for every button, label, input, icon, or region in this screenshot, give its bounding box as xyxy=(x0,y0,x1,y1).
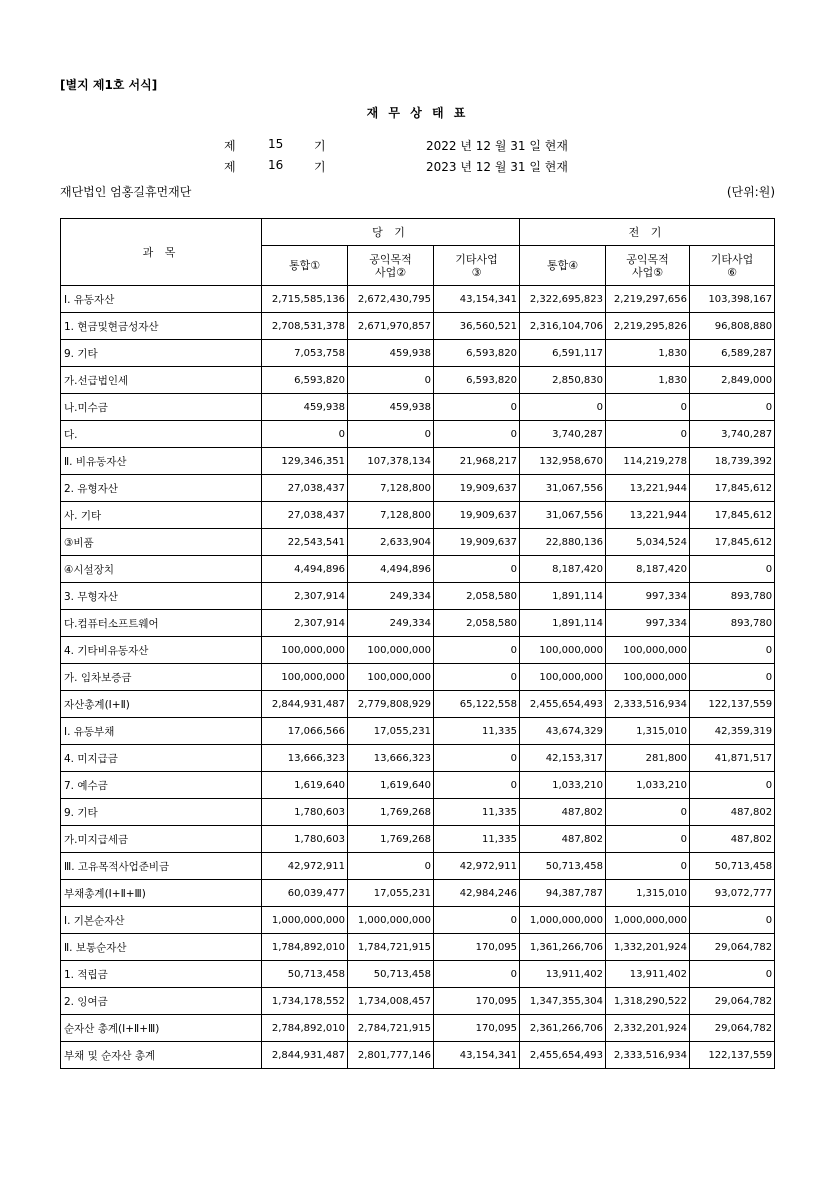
period-date: 2023 년 12 월 31 일 현재 xyxy=(426,160,568,174)
amount-cell: 21,968,217 xyxy=(434,448,520,475)
amount-cell: 0 xyxy=(348,853,434,880)
amount-cell: 487,802 xyxy=(690,826,775,853)
amount-cell: 36,560,521 xyxy=(434,313,520,340)
amount-cell: 2,455,654,493 xyxy=(520,1042,606,1069)
table-row xyxy=(61,421,775,448)
amount-cell: 0 xyxy=(348,367,434,394)
amount-cell: 122,137,559 xyxy=(690,691,775,718)
account-label: 3. 무형자산 xyxy=(61,583,262,610)
amount-cell: 6,593,820 xyxy=(434,340,520,367)
amount-cell: 1,315,010 xyxy=(606,880,690,907)
amount-cell: 100,000,000 xyxy=(348,664,434,691)
period-date: 2022 년 12 월 31 일 현재 xyxy=(426,139,568,153)
amount-cell: 0 xyxy=(606,394,690,421)
amount-cell: 0 xyxy=(434,637,520,664)
amount-cell: 2,844,931,487 xyxy=(262,1042,348,1069)
amount-cell: 459,938 xyxy=(348,394,434,421)
table-row xyxy=(61,826,775,853)
amount-cell: 1,619,640 xyxy=(262,772,348,799)
amount-cell: 1,769,268 xyxy=(348,799,434,826)
amount-cell: 6,589,287 xyxy=(690,340,775,367)
amount-cell: 13,911,402 xyxy=(606,961,690,988)
amount-cell: 487,802 xyxy=(690,799,775,826)
amount-cell: 27,038,437 xyxy=(262,475,348,502)
amount-cell: 8,187,420 xyxy=(520,556,606,583)
amount-cell: 22,880,136 xyxy=(520,529,606,556)
amount-cell: 1,891,114 xyxy=(520,583,606,610)
balance-sheet-table xyxy=(60,218,775,1069)
amount-cell: 2,455,654,493 xyxy=(520,691,606,718)
amount-cell: 17,845,612 xyxy=(690,529,775,556)
amount-cell: 0 xyxy=(434,745,520,772)
amount-cell: 2,333,516,934 xyxy=(606,691,690,718)
amount-cell: 1,315,010 xyxy=(606,718,690,745)
amount-cell: 2,672,430,795 xyxy=(348,286,434,313)
account-label: Ⅰ. 유동부채 xyxy=(61,718,262,745)
amount-cell: 170,095 xyxy=(434,934,520,961)
amount-cell: 6,593,820 xyxy=(434,367,520,394)
amount-cell: 0 xyxy=(690,664,775,691)
amount-cell: 50,713,458 xyxy=(520,853,606,880)
amount-cell: 65,122,558 xyxy=(434,691,520,718)
amount-cell: 893,780 xyxy=(690,583,775,610)
amount-cell: 1,780,603 xyxy=(262,826,348,853)
table-row xyxy=(61,286,775,313)
amount-cell: 2,219,295,826 xyxy=(606,313,690,340)
amount-cell: 42,972,911 xyxy=(434,853,520,880)
amount-cell: 6,591,117 xyxy=(520,340,606,367)
amount-cell: 100,000,000 xyxy=(520,637,606,664)
amount-cell: 1,784,892,010 xyxy=(262,934,348,961)
table-row xyxy=(61,799,775,826)
amount-cell: 170,095 xyxy=(434,1015,520,1042)
period-line-2 xyxy=(0,158,835,174)
table-row xyxy=(61,961,775,988)
amount-cell: 2,715,585,136 xyxy=(262,286,348,313)
account-label: 사. 기타 xyxy=(61,502,262,529)
sub-header-3: 기타사업 ③ xyxy=(434,246,520,286)
amount-cell: 0 xyxy=(434,664,520,691)
account-label: 가.미지급세금 xyxy=(61,826,262,853)
amount-cell: 42,984,246 xyxy=(434,880,520,907)
document-title: 재 무 상 태 표 xyxy=(366,106,469,120)
amount-cell: 107,378,134 xyxy=(348,448,434,475)
account-label: 가. 임차보증금 xyxy=(61,664,262,691)
amount-cell: 2,307,914 xyxy=(262,583,348,610)
period-gi: 기 xyxy=(314,139,326,153)
amount-cell: 459,938 xyxy=(348,340,434,367)
amount-cell: 43,674,329 xyxy=(520,718,606,745)
amount-cell: 1,318,290,522 xyxy=(606,988,690,1015)
amount-cell: 2,708,531,378 xyxy=(262,313,348,340)
account-label: Ⅰ. 기본순자산 xyxy=(61,907,262,934)
table-row xyxy=(61,394,775,421)
amount-cell: 114,219,278 xyxy=(606,448,690,475)
amount-cell: 1,891,114 xyxy=(520,610,606,637)
table-body xyxy=(61,286,775,1069)
table-row xyxy=(61,853,775,880)
account-label: ③비품 xyxy=(61,529,262,556)
amount-cell: 27,038,437 xyxy=(262,502,348,529)
amount-cell: 19,909,637 xyxy=(434,475,520,502)
table-row xyxy=(61,583,775,610)
table-row xyxy=(61,529,775,556)
table-row xyxy=(61,718,775,745)
period-je: 제 xyxy=(224,139,236,153)
amount-cell: 0 xyxy=(434,907,520,934)
amount-cell: 13,221,944 xyxy=(606,502,690,529)
table-row xyxy=(61,610,775,637)
amount-cell: 170,095 xyxy=(434,988,520,1015)
amount-cell: 487,802 xyxy=(520,799,606,826)
table-row xyxy=(61,475,775,502)
amount-cell: 2,844,931,487 xyxy=(262,691,348,718)
amount-cell: 1,332,201,924 xyxy=(606,934,690,961)
amount-cell: 100,000,000 xyxy=(348,637,434,664)
table-row xyxy=(61,691,775,718)
table-row xyxy=(61,988,775,1015)
amount-cell: 11,335 xyxy=(434,826,520,853)
amount-cell: 0 xyxy=(606,421,690,448)
amount-cell: 1,000,000,000 xyxy=(606,907,690,934)
sub-header-1: 통합① xyxy=(262,246,348,286)
amount-cell: 1,830 xyxy=(606,340,690,367)
amount-cell: 2,784,721,915 xyxy=(348,1015,434,1042)
amount-cell: 0 xyxy=(434,394,520,421)
period-je: 제 xyxy=(224,160,236,174)
account-label: Ⅲ. 고유목적사업준비금 xyxy=(61,853,262,880)
table-row xyxy=(61,1015,775,1042)
amount-cell: 459,938 xyxy=(262,394,348,421)
amount-cell: 11,335 xyxy=(434,718,520,745)
amount-cell: 43,154,341 xyxy=(434,1042,520,1069)
amount-cell: 17,845,612 xyxy=(690,475,775,502)
table-row xyxy=(61,880,775,907)
account-label: 자산총계(Ⅰ+Ⅱ) xyxy=(61,691,262,718)
amount-cell: 4,494,896 xyxy=(348,556,434,583)
amount-cell: 1,033,210 xyxy=(520,772,606,799)
amount-cell: 31,067,556 xyxy=(520,502,606,529)
amount-cell: 2,633,904 xyxy=(348,529,434,556)
amount-cell: 0 xyxy=(606,853,690,880)
amount-cell: 1,000,000,000 xyxy=(262,907,348,934)
form-label: [별지 제1호 서식] xyxy=(60,78,158,92)
period-gi: 기 xyxy=(314,160,326,174)
amount-cell: 13,666,323 xyxy=(262,745,348,772)
table-row xyxy=(61,1042,775,1069)
amount-cell: 122,137,559 xyxy=(690,1042,775,1069)
amount-cell: 0 xyxy=(690,772,775,799)
account-label: 9. 기타 xyxy=(61,340,262,367)
amount-cell: 42,972,911 xyxy=(262,853,348,880)
amount-cell: 42,359,319 xyxy=(690,718,775,745)
amount-cell: 0 xyxy=(434,421,520,448)
amount-cell: 41,871,517 xyxy=(690,745,775,772)
amount-cell: 249,334 xyxy=(348,583,434,610)
amount-cell: 0 xyxy=(348,421,434,448)
amount-cell: 29,064,782 xyxy=(690,1015,775,1042)
amount-cell: 17,055,231 xyxy=(348,880,434,907)
account-label: 나.미수금 xyxy=(61,394,262,421)
amount-cell: 7,128,800 xyxy=(348,475,434,502)
subject-header: 과 목 xyxy=(61,219,262,286)
account-label: 2. 유형자산 xyxy=(61,475,262,502)
amount-cell: 1,734,178,552 xyxy=(262,988,348,1015)
amount-cell: 0 xyxy=(520,394,606,421)
amount-cell: 4,494,896 xyxy=(262,556,348,583)
amount-cell: 2,849,000 xyxy=(690,367,775,394)
amount-cell: 0 xyxy=(606,799,690,826)
previous-period-header: 전 기 xyxy=(520,219,775,246)
amount-cell: 2,219,297,656 xyxy=(606,286,690,313)
organization-name: 재단법인 엄홍길휴먼재단 xyxy=(60,185,192,199)
amount-cell: 2,784,892,010 xyxy=(262,1015,348,1042)
amount-cell: 249,334 xyxy=(348,610,434,637)
amount-cell: 2,316,104,706 xyxy=(520,313,606,340)
amount-cell: 1,000,000,000 xyxy=(348,907,434,934)
current-period-header: 당 기 xyxy=(262,219,520,246)
amount-cell: 2,058,580 xyxy=(434,610,520,637)
amount-cell: 94,387,787 xyxy=(520,880,606,907)
amount-cell: 11,335 xyxy=(434,799,520,826)
amount-cell: 2,671,970,857 xyxy=(348,313,434,340)
amount-cell: 5,034,524 xyxy=(606,529,690,556)
amount-cell: 2,361,266,706 xyxy=(520,1015,606,1042)
amount-cell: 1,361,266,706 xyxy=(520,934,606,961)
table-row xyxy=(61,934,775,961)
amount-cell: 29,064,782 xyxy=(690,988,775,1015)
amount-cell: 2,779,808,929 xyxy=(348,691,434,718)
period-line-1 xyxy=(0,137,835,153)
amount-cell: 997,334 xyxy=(606,610,690,637)
account-label: 부채총계(Ⅰ+Ⅱ+Ⅲ) xyxy=(61,880,262,907)
account-label: 7. 예수금 xyxy=(61,772,262,799)
period-number: 15 xyxy=(268,137,284,151)
sub-header-4: 통합④ xyxy=(520,246,606,286)
amount-cell: 0 xyxy=(690,907,775,934)
amount-cell: 1,830 xyxy=(606,367,690,394)
amount-cell: 2,058,580 xyxy=(434,583,520,610)
account-label: Ⅱ. 비유동자산 xyxy=(61,448,262,475)
sub-header-5: 공익목적 사업⑤ xyxy=(606,246,690,286)
amount-cell: 13,221,944 xyxy=(606,475,690,502)
table-row xyxy=(61,502,775,529)
account-label: 순자산 총계(Ⅰ+Ⅱ+Ⅲ) xyxy=(61,1015,262,1042)
amount-cell: 42,153,317 xyxy=(520,745,606,772)
amount-cell: 8,187,420 xyxy=(606,556,690,583)
table-row xyxy=(61,313,775,340)
amount-cell: 2,332,201,924 xyxy=(606,1015,690,1042)
account-label: 다.컴퓨터소프트웨어 xyxy=(61,610,262,637)
amount-cell: 0 xyxy=(690,637,775,664)
amount-cell: 7,053,758 xyxy=(262,340,348,367)
amount-cell: 6,593,820 xyxy=(262,367,348,394)
amount-cell: 93,072,777 xyxy=(690,880,775,907)
amount-cell: 31,067,556 xyxy=(520,475,606,502)
account-label: 다. xyxy=(61,421,262,448)
amount-cell: 50,713,458 xyxy=(262,961,348,988)
amount-cell: 13,666,323 xyxy=(348,745,434,772)
amount-cell: 0 xyxy=(690,556,775,583)
amount-cell: 997,334 xyxy=(606,583,690,610)
amount-cell: 100,000,000 xyxy=(520,664,606,691)
amount-cell: 103,398,167 xyxy=(690,286,775,313)
amount-cell: 1,780,603 xyxy=(262,799,348,826)
sub-header-2: 공익목적 사업② xyxy=(348,246,434,286)
amount-cell: 281,800 xyxy=(606,745,690,772)
sub-header-6: 기타사업 ⑥ xyxy=(690,246,775,286)
amount-cell: 0 xyxy=(434,772,520,799)
account-label: ④시설장치 xyxy=(61,556,262,583)
account-label: Ⅱ. 보통순자산 xyxy=(61,934,262,961)
amount-cell: 100,000,000 xyxy=(262,637,348,664)
amount-cell: 1,784,721,915 xyxy=(348,934,434,961)
table-row xyxy=(61,367,775,394)
amount-cell: 13,911,402 xyxy=(520,961,606,988)
amount-cell: 2,850,830 xyxy=(520,367,606,394)
amount-cell: 50,713,458 xyxy=(690,853,775,880)
table-row xyxy=(61,340,775,367)
table-row xyxy=(61,772,775,799)
amount-cell: 2,322,695,823 xyxy=(520,286,606,313)
amount-cell: 100,000,000 xyxy=(606,664,690,691)
table-row xyxy=(61,637,775,664)
table-row xyxy=(61,907,775,934)
amount-cell: 17,066,566 xyxy=(262,718,348,745)
table-row xyxy=(61,556,775,583)
amount-cell: 29,064,782 xyxy=(690,934,775,961)
amount-cell: 0 xyxy=(434,556,520,583)
amount-cell: 3,740,287 xyxy=(690,421,775,448)
amount-cell: 1,769,268 xyxy=(348,826,434,853)
amount-cell: 17,055,231 xyxy=(348,718,434,745)
account-label: 1. 현금및현금성자산 xyxy=(61,313,262,340)
table-row xyxy=(61,448,775,475)
amount-cell: 1,619,640 xyxy=(348,772,434,799)
account-label: 9. 기타 xyxy=(61,799,262,826)
amount-cell: 0 xyxy=(690,961,775,988)
amount-cell: 1,347,355,304 xyxy=(520,988,606,1015)
amount-cell: 2,307,914 xyxy=(262,610,348,637)
amount-cell: 2,333,516,934 xyxy=(606,1042,690,1069)
amount-cell: 18,739,392 xyxy=(690,448,775,475)
amount-cell: 0 xyxy=(434,961,520,988)
amount-cell: 129,346,351 xyxy=(262,448,348,475)
table-row xyxy=(61,664,775,691)
table-row xyxy=(61,745,775,772)
amount-cell: 0 xyxy=(606,826,690,853)
amount-cell: 1,734,008,457 xyxy=(348,988,434,1015)
amount-cell: 487,802 xyxy=(520,826,606,853)
amount-cell: 100,000,000 xyxy=(606,637,690,664)
amount-cell: 60,039,477 xyxy=(262,880,348,907)
amount-cell: 7,128,800 xyxy=(348,502,434,529)
amount-cell: 3,740,287 xyxy=(520,421,606,448)
amount-cell: 893,780 xyxy=(690,610,775,637)
account-label: 가.선급법인세 xyxy=(61,367,262,394)
amount-cell: 1,033,210 xyxy=(606,772,690,799)
amount-cell: 19,909,637 xyxy=(434,502,520,529)
account-label: 4. 기타비유동자산 xyxy=(61,637,262,664)
amount-cell: 17,845,612 xyxy=(690,502,775,529)
amount-cell: 19,909,637 xyxy=(434,529,520,556)
account-label: 4. 미지급금 xyxy=(61,745,262,772)
amount-cell: 132,958,670 xyxy=(520,448,606,475)
amount-cell: 1,000,000,000 xyxy=(520,907,606,934)
amount-cell: 100,000,000 xyxy=(262,664,348,691)
account-label: 부채 및 순자산 총계 xyxy=(61,1042,262,1069)
amount-cell: 50,713,458 xyxy=(348,961,434,988)
amount-cell: 2,801,777,146 xyxy=(348,1042,434,1069)
period-number: 16 xyxy=(268,158,284,172)
account-label: 2. 잉여금 xyxy=(61,988,262,1015)
unit-label: (단위:원) xyxy=(726,185,775,199)
amount-cell: 22,543,541 xyxy=(262,529,348,556)
amount-cell: 0 xyxy=(690,394,775,421)
account-label: Ⅰ. 유동자산 xyxy=(61,286,262,313)
amount-cell: 43,154,341 xyxy=(434,286,520,313)
account-label: 1. 적립금 xyxy=(61,961,262,988)
amount-cell: 96,808,880 xyxy=(690,313,775,340)
amount-cell: 0 xyxy=(262,421,348,448)
